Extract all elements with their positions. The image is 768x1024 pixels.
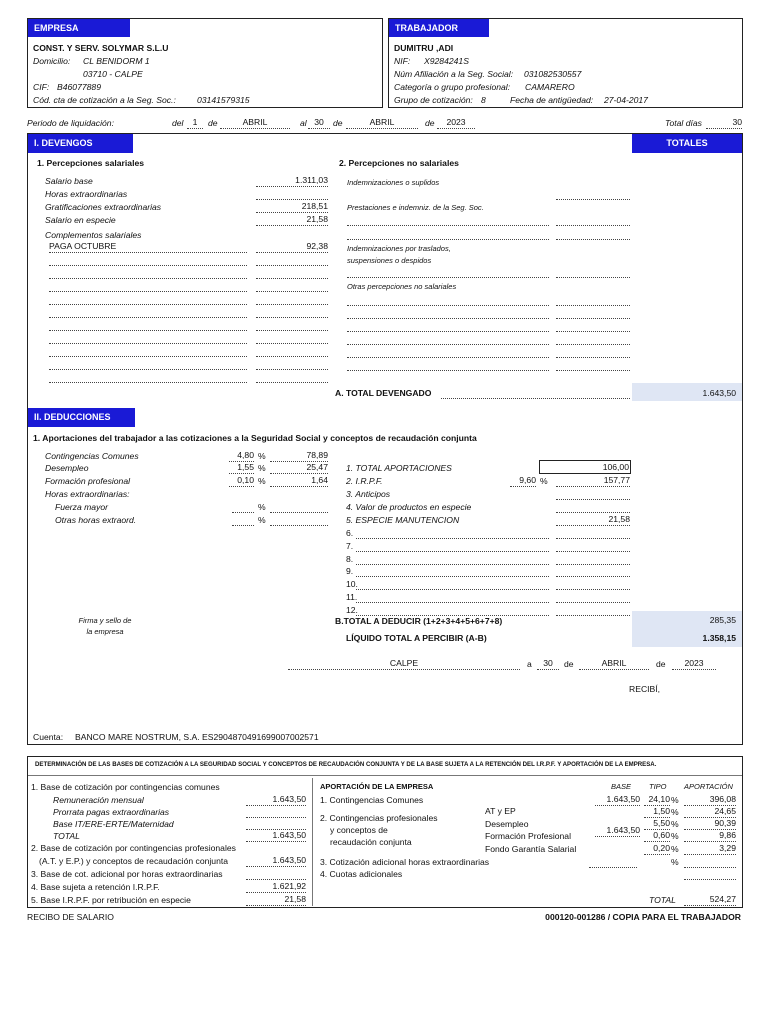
deduccion-row-line	[356, 565, 549, 577]
deducciones-header: II. DEDUCCIONES	[28, 408, 135, 427]
formacion-value: 1,64	[270, 475, 328, 487]
especie-manutencion-label: 5. ESPECIE MANUTENCION	[346, 515, 460, 525]
cif: B46077889	[57, 82, 101, 92]
bases-divider	[28, 775, 742, 776]
deduccion-row-line	[356, 527, 549, 539]
horas-extra-label: Horas extraordinarias	[45, 189, 128, 199]
productos-especie-label: 4. Valor de productos en especie	[346, 502, 472, 512]
antiguedad: 27-04-2017	[604, 95, 648, 105]
ap-fogasa-label: Fondo Garantía Salarial	[485, 844, 577, 854]
ap-cc-base: 1.643,50	[595, 794, 640, 806]
irpf-pct-sign: %	[540, 476, 548, 486]
liquido-value: 1.358,15	[702, 633, 736, 643]
base-especie-value: 21,58	[246, 894, 306, 906]
ap-cuotas-label: 4. Cuotas adicionales	[320, 869, 403, 879]
total-devengado-dots	[441, 387, 630, 399]
base-irpf-label: 4. Base sujeta a retención I.R.P.F.	[31, 882, 160, 892]
ap-cc-aportacion: 396,08	[684, 794, 736, 806]
deduccion-row-number: 9.	[346, 566, 354, 577]
complemento-value	[256, 267, 328, 279]
periodo-al: al	[300, 118, 307, 128]
complemento-row	[49, 254, 247, 266]
deduccion-row-value	[556, 604, 630, 616]
fuerza-mayor-label: Fuerza mayor	[55, 502, 109, 512]
complemento-value	[256, 306, 328, 318]
ap-fogasa-aportacion: 3,29	[684, 843, 736, 855]
deduccion-row-number: 12.	[346, 604, 358, 615]
cuenta-value: BANCO MARE NOSTRUM, S.A. ES2904870491699007002571	[75, 732, 319, 742]
base-cp-label-2: (A.T. y E.P.) y conceptos de recaudación conjunta	[39, 856, 229, 866]
complemento-row: PAGA OCTUBRE	[49, 241, 247, 253]
no-salarial-value	[556, 346, 630, 358]
no-salarial-value	[556, 307, 630, 319]
categoria-label: Categoría o grupo profesional:	[394, 82, 511, 92]
grupo: 8	[481, 95, 486, 105]
otras-horas-pct-sign: %	[258, 515, 266, 525]
periodo-dia-fin: 30	[308, 117, 330, 129]
formacion-pct-sign: %	[258, 476, 266, 486]
complemento-value	[256, 358, 328, 370]
base-it-value	[246, 818, 306, 830]
irpf-label: 2. I.R.P.F.	[346, 476, 383, 486]
ap-horas-extra-pct: %	[671, 857, 679, 867]
lugar: CALPE	[288, 658, 520, 670]
deduccion-row-number: 8.	[346, 553, 354, 564]
lugar-a: a	[527, 659, 532, 669]
ap-desempleo-pct: %	[671, 819, 679, 829]
fecha-de2: de	[656, 659, 666, 669]
irpf-value: 157,77	[556, 475, 630, 487]
total-dias: 30	[706, 117, 742, 129]
otras-percepciones-label: Otras percepciones no salariales	[347, 282, 457, 291]
total-devengado-value: 1.643,50	[702, 388, 736, 398]
periodo-anio: 2023	[437, 117, 475, 129]
ap-total-value: 524,27	[684, 894, 736, 906]
base-horas-extra-label: 3. Base de cot. adicional por horas extraordinarias	[31, 869, 223, 879]
no-salarial-line	[347, 266, 549, 278]
total-aportaciones-label: 1. TOTAL APORTACIONES	[346, 463, 452, 473]
ap-cp-label-3: recaudación conjunta	[330, 837, 412, 847]
remuneracion-label: Remuneración mensual	[53, 795, 144, 805]
otras-horas-percent	[232, 514, 254, 526]
salario-base-label: Salario base	[45, 176, 93, 186]
no-salarial-line	[347, 359, 549, 371]
no-salarial-line	[347, 346, 549, 358]
deduccion-row-value	[556, 527, 630, 539]
periodo-dia-inicio: 1	[187, 117, 203, 129]
complemento-row	[49, 332, 247, 344]
deduccion-row-value	[556, 591, 630, 603]
base-irpf-value: 1.621,92	[246, 881, 306, 893]
afiliacion: 031082530557	[524, 69, 582, 79]
ap-atep-aportacion: 24,65	[684, 806, 736, 818]
productos-especie-value	[556, 501, 630, 513]
deduccion-row-value	[556, 578, 630, 590]
complemento-value	[256, 332, 328, 344]
firma-label-2: la empresa	[86, 627, 124, 636]
trabajador-header: TRABAJADOR	[389, 19, 489, 37]
liquido-label: LÍQUIDO TOTAL A PERCIBIR (A-B)	[346, 633, 487, 643]
complementos-label: Complementos salariales	[45, 230, 142, 240]
formacion-percent: 0,10	[229, 475, 254, 487]
total-aportaciones-value: 106,00	[539, 460, 631, 474]
complemento-value	[256, 254, 328, 266]
complemento-value: 92,38	[256, 241, 328, 253]
desempleo-value: 25,47	[270, 462, 328, 474]
complemento-row	[49, 358, 247, 370]
firma-label-1: Firma y sello de	[78, 616, 132, 625]
complemento-value	[256, 293, 328, 305]
ap-cc-label: 1. Contingencias Comunes	[320, 795, 424, 805]
periodo-de1: de	[208, 118, 218, 128]
trabajador-name: DUMITRU ,ADI	[394, 43, 454, 53]
complemento-value	[256, 345, 328, 357]
ap-desempleo-tipo: 5,50	[644, 818, 670, 830]
total-deducir-value: 285,35	[709, 615, 736, 625]
base-cc-label: 1. Base de cotización por contingencias comunes	[31, 782, 220, 792]
base-horas-extra-value	[246, 868, 306, 880]
horas-extra-value	[256, 188, 328, 200]
periodo-mes-inicio: ABRIL	[220, 117, 290, 129]
salario-base-value: 1.311,03	[256, 175, 328, 187]
deduccion-row-value	[556, 565, 630, 577]
ap-total-label: TOTAL	[649, 895, 676, 905]
no-salarial-value	[556, 266, 630, 278]
empresa-header: EMPRESA	[28, 19, 130, 37]
ap-fp-aportacion: 9,86	[684, 830, 736, 842]
periodo-del: del	[172, 118, 184, 128]
ap-fogasa-tipo: 0,20	[644, 843, 670, 855]
no-salarial-value	[556, 188, 630, 200]
remuneracion-value: 1.643,50	[246, 794, 306, 806]
percepciones-salariales-title: 1. Percepciones salariales	[37, 158, 145, 168]
antiguedad-label: Fecha de antigüedad:	[510, 95, 594, 105]
especie-manutencion-value: 21,58	[556, 514, 630, 526]
complemento-value	[256, 319, 328, 331]
total-dias-label: Total días	[665, 118, 702, 128]
desempleo-percent: 1,55	[229, 462, 254, 474]
deduccion-row-line	[356, 604, 549, 616]
deduccion-row-number: 10.	[346, 579, 358, 590]
periodo-mes-fin: ABRIL	[346, 117, 418, 129]
categoria: CAMARERO	[525, 82, 575, 92]
complemento-value	[256, 371, 328, 383]
devengos-header: I. DEVENGOS	[28, 134, 133, 153]
ap-cp-base: 1.643,50	[595, 825, 640, 837]
ap-cc-pct: %	[671, 795, 679, 805]
anticipos-value	[556, 488, 630, 500]
complemento-value	[256, 280, 328, 292]
no-salarial-value	[556, 359, 630, 371]
desempleo-label: Desempleo	[45, 463, 89, 473]
totales-header: TOTALES	[632, 134, 742, 153]
ap-desempleo-label: Desempleo	[485, 819, 529, 829]
no-salarial-line	[347, 320, 549, 332]
periodo-label: Periodo de liquidación:	[27, 118, 114, 128]
complemento-row	[49, 371, 247, 383]
no-salarial-value	[556, 228, 630, 240]
deduccion-row-value	[556, 553, 630, 565]
no-salarial-value	[556, 214, 630, 226]
aportacion-empresa-title: APORTACIÓN DE LA EMPRESA	[320, 782, 434, 791]
no-salarial-line	[347, 307, 549, 319]
ap-horas-extra-base	[589, 856, 637, 868]
bases-title: DETERMINACIÓN DE LAS BASES DE COTIZACIÓN A LA SEGURIDAD SOCIAL Y CONCEPTOS DE RECAUDACIÓN CONJUNTA Y DE LA BASE SUJETA A LA RETENCIÓN DEL I.R.P.F. Y APORTACIÓN DE LA EMPRESA.	[35, 761, 657, 768]
periodo-de2: de	[333, 118, 343, 128]
deduccion-row-line	[356, 591, 549, 603]
fecha-mes: ABRIL	[579, 658, 649, 670]
ap-fp-tipo: 0,60	[644, 830, 670, 842]
ccc: 03141579315	[197, 95, 250, 105]
irpf-percent: 9,60	[510, 475, 536, 487]
nif-label: NIF:	[394, 56, 411, 66]
salario-especie-value: 21,58	[256, 214, 328, 226]
base-especie-label: 5. Base I.R.P.F. por retribución en especie	[31, 895, 191, 905]
col-tipo-header: TIPO	[649, 782, 667, 791]
traslados-label: Indemnizaciones por traslados,	[347, 244, 451, 253]
complemento-row	[49, 345, 247, 357]
base-cp-value: 1.643,50	[246, 855, 306, 867]
horas-extra-ded-label: Horas extraordinarias:	[45, 489, 130, 499]
gratificaciones-label: Gratificaciones extraordinarias	[45, 202, 162, 212]
col-aportacion-header: APORTACIÓN	[684, 782, 733, 791]
no-salarial-line	[347, 228, 549, 240]
ap-cc-tipo: 24,10	[644, 794, 670, 806]
periodo-de3: de	[425, 118, 435, 128]
contingencias-comunes-label: Contingencias Comunes	[45, 451, 139, 461]
complemento-row	[49, 267, 247, 279]
suspensiones-label: suspensiones o despidos	[347, 256, 432, 265]
base-cp-label: 2. Base de cotización por contingencias profesionales	[31, 843, 236, 853]
ap-atep-label: AT y EP	[485, 806, 516, 816]
ccc-label: Cód. cta de cotización a la Seg. Soc.:	[33, 95, 176, 105]
fecha-anio: 2023	[672, 658, 716, 670]
complemento-row	[49, 319, 247, 331]
gratificaciones-value: 218,51	[256, 201, 328, 213]
ap-atep-pct: %	[671, 807, 679, 817]
deduccion-row-number: 6.	[346, 528, 354, 538]
deduccion-row-number: 11.	[346, 592, 358, 602]
ap-cp-label-2: y conceptos de	[330, 825, 388, 835]
fuerza-mayor-value	[270, 501, 328, 513]
prorrata-value	[246, 806, 306, 818]
ap-atep-tipo: 1,50	[644, 806, 670, 818]
no-salarial-line	[347, 333, 549, 345]
footer-right: 000120-001286 / COPIA PARA EL TRABAJADOR	[545, 912, 741, 922]
complemento-row	[49, 280, 247, 292]
ap-fogasa-pct: %	[671, 844, 679, 854]
ap-horas-extra-aportacion	[684, 856, 736, 868]
ap-desempleo-aportacion: 90,39	[684, 818, 736, 830]
deduccion-row-line	[356, 540, 549, 552]
anticipos-label: 3. Anticipos	[346, 489, 391, 499]
complemento-row	[49, 293, 247, 305]
ap-fp-pct: %	[671, 831, 679, 841]
fuerza-mayor-percent	[232, 501, 254, 513]
base-total-value: 1.643,50	[246, 830, 306, 842]
codigo-postal: 03710 - CALPE	[83, 69, 143, 79]
cif-label: CIF:	[33, 82, 50, 92]
prorrata-label: Prorrata pagas extraordinarias	[53, 807, 170, 817]
no-salarial-value	[556, 320, 630, 332]
base-total-label: TOTAL	[53, 831, 80, 841]
complemento-row	[49, 306, 247, 318]
ap-fp-label: Formación Profesional	[485, 831, 571, 841]
ap-cuotas-aportacion	[684, 868, 736, 880]
cc-value: 78,89	[270, 450, 328, 462]
ap-horas-extra-label: 3. Cotización adicional horas extraordinarias	[320, 857, 490, 867]
deduccion-row-number: 7.	[346, 540, 354, 551]
deduccion-row-line	[356, 553, 549, 565]
desempleo-pct-sign: %	[258, 463, 266, 473]
afiliacion-label: Núm Afiliación a la Seg. Social:	[394, 69, 514, 79]
cc-pct-sign: %	[258, 451, 266, 461]
total-deducir-label: B.TOTAL A DEDUCIR (1+2+3+4+5+6+7+8)	[335, 616, 503, 626]
no-salarial-line	[347, 214, 549, 226]
prestaciones-label: Prestaciones e indemniz. de la Seg. Soc.	[347, 203, 484, 212]
base-it-label: Base IT/ERE-ERTE/Maternidad	[53, 819, 174, 829]
deduccion-row-value	[556, 540, 630, 552]
recibi-label: RECIBÍ,	[629, 684, 661, 694]
domicilio: CL BENIDORM 1	[83, 56, 150, 66]
col-base-header: BASE	[611, 782, 632, 791]
domicilio-label: Domicilio:	[33, 56, 71, 66]
no-salarial-value	[556, 333, 630, 345]
total-devengado-label: A. TOTAL DEVENGADO	[335, 388, 432, 398]
otras-horas-label: Otras horas extraord.	[55, 515, 137, 525]
fecha-de1: de	[564, 659, 574, 669]
footer-left: RECIBO DE SALARIO	[27, 912, 114, 922]
fuerza-mayor-pct-sign: %	[258, 502, 266, 512]
indemnizaciones-label: Indemnizaciones o suplidos	[347, 178, 440, 187]
nif: X9284241S	[424, 56, 469, 66]
cuenta-label: Cuenta:	[33, 732, 64, 742]
ap-cp-label: 2. Contingencias profesionales	[320, 813, 438, 823]
formacion-label: Formación profesional	[45, 476, 131, 486]
cc-percent: 4,80	[229, 450, 254, 462]
percepciones-no-salariales-title: 2. Percepciones no salariales	[339, 158, 459, 168]
no-salarial-value	[556, 294, 630, 306]
otras-horas-value	[270, 514, 328, 526]
aportaciones-title: 1. Aportaciones del trabajador a las cotizaciones a la Seguridad Social y conceptos de recaudación conjunta	[33, 433, 477, 443]
bases-vertical-divider	[312, 778, 313, 906]
grupo-label: Grupo de cotización:	[394, 95, 473, 105]
empresa-name: CONST. Y SERV. SOLYMAR S.L.U	[33, 43, 169, 53]
fecha-dia: 30	[537, 658, 559, 670]
no-salarial-line	[347, 294, 549, 306]
salario-especie-label: Salario en especie	[45, 215, 116, 225]
deduccion-row-line	[356, 578, 549, 590]
